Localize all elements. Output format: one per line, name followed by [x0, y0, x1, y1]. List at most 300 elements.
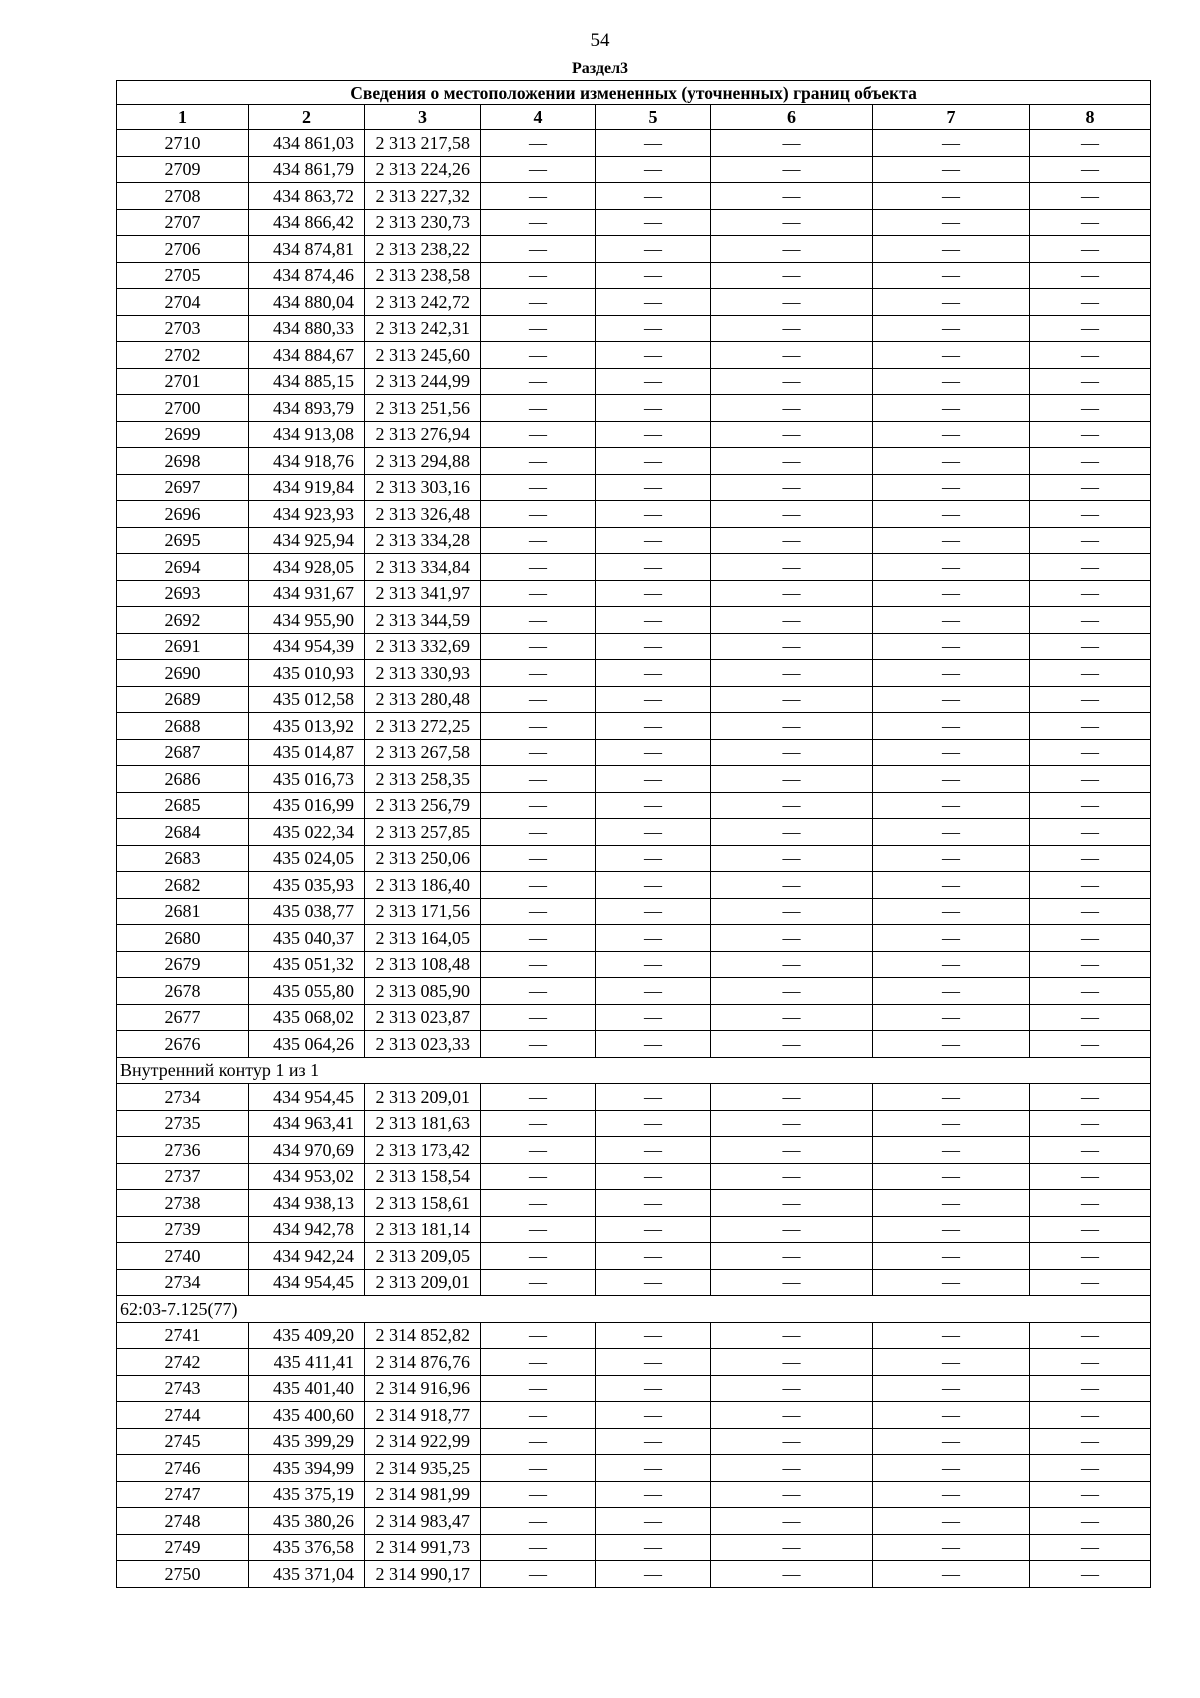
- point-number-cell: 2682: [117, 872, 249, 899]
- empty-value-cell: —: [596, 819, 711, 846]
- empty-value-cell: —: [481, 766, 596, 793]
- empty-value-cell: —: [873, 448, 1030, 475]
- x-coordinate-cell: 435 012,58: [249, 686, 365, 713]
- empty-value-cell: —: [873, 209, 1030, 236]
- y-coordinate-cell: 2 313 158,61: [365, 1190, 481, 1217]
- point-number-cell: 2692: [117, 607, 249, 634]
- empty-value-cell: —: [873, 739, 1030, 766]
- empty-value-cell: —: [711, 209, 873, 236]
- empty-value-cell: —: [711, 739, 873, 766]
- empty-value-cell: —: [1030, 1428, 1151, 1455]
- empty-value-cell: —: [711, 262, 873, 289]
- y-coordinate-cell: 2 313 330,93: [365, 660, 481, 687]
- empty-value-cell: —: [711, 607, 873, 634]
- empty-value-cell: —: [1030, 925, 1151, 952]
- y-coordinate-cell: 2 313 108,48: [365, 951, 481, 978]
- empty-value-cell: —: [1030, 872, 1151, 899]
- x-coordinate-cell: 434 931,67: [249, 580, 365, 607]
- x-coordinate-cell: 435 375,19: [249, 1481, 365, 1508]
- empty-value-cell: —: [711, 1031, 873, 1058]
- point-number-cell: 2706: [117, 236, 249, 263]
- empty-value-cell: —: [481, 1508, 596, 1535]
- x-coordinate-cell: 434 861,03: [249, 130, 365, 157]
- empty-value-cell: —: [1030, 633, 1151, 660]
- group-row: [117, 1057, 1151, 1084]
- column-header: 8: [1030, 105, 1151, 130]
- empty-value-cell: —: [711, 580, 873, 607]
- y-coordinate-cell: 2 313 256,79: [365, 792, 481, 819]
- empty-value-cell: —: [596, 1137, 711, 1164]
- table-header-row: [117, 105, 1151, 130]
- empty-value-cell: —: [1030, 1508, 1151, 1535]
- empty-value-cell: —: [711, 474, 873, 501]
- empty-value-cell: —: [873, 1375, 1030, 1402]
- empty-value-cell: —: [596, 1402, 711, 1429]
- group-row: [117, 1296, 1151, 1323]
- table-row: [117, 554, 1151, 581]
- table-row: [117, 342, 1151, 369]
- table-row: [117, 1137, 1151, 1164]
- point-number-cell: 2742: [117, 1349, 249, 1376]
- empty-value-cell: —: [873, 1084, 1030, 1111]
- point-number-cell: 2750: [117, 1561, 249, 1588]
- empty-value-cell: —: [596, 501, 711, 528]
- y-coordinate-cell: 2 313 257,85: [365, 819, 481, 846]
- y-coordinate-cell: 2 314 852,82: [365, 1322, 481, 1349]
- empty-value-cell: —: [873, 527, 1030, 554]
- x-coordinate-cell: 434 953,02: [249, 1163, 365, 1190]
- column-header: 3: [365, 105, 481, 130]
- empty-value-cell: —: [711, 1349, 873, 1376]
- empty-value-cell: —: [873, 1190, 1030, 1217]
- empty-value-cell: —: [1030, 1455, 1151, 1482]
- empty-value-cell: —: [711, 1110, 873, 1137]
- point-number-cell: 2736: [117, 1137, 249, 1164]
- x-coordinate-cell: 434 884,67: [249, 342, 365, 369]
- empty-value-cell: —: [873, 1322, 1030, 1349]
- empty-value-cell: —: [1030, 1375, 1151, 1402]
- x-coordinate-cell: 434 938,13: [249, 1190, 365, 1217]
- empty-value-cell: —: [711, 1508, 873, 1535]
- empty-value-cell: —: [873, 1269, 1030, 1296]
- empty-value-cell: —: [711, 1561, 873, 1588]
- empty-value-cell: —: [873, 1481, 1030, 1508]
- empty-value-cell: —: [1030, 845, 1151, 872]
- x-coordinate-cell: 435 409,20: [249, 1322, 365, 1349]
- x-coordinate-cell: 435 051,32: [249, 951, 365, 978]
- point-number-cell: 2704: [117, 289, 249, 316]
- table-row: [117, 1322, 1151, 1349]
- empty-value-cell: —: [1030, 819, 1151, 846]
- point-number-cell: 2747: [117, 1481, 249, 1508]
- table-row: [117, 1031, 1151, 1058]
- empty-value-cell: —: [596, 792, 711, 819]
- x-coordinate-cell: 435 055,80: [249, 978, 365, 1005]
- x-coordinate-cell: 434 925,94: [249, 527, 365, 554]
- empty-value-cell: —: [873, 289, 1030, 316]
- table-row: [117, 1243, 1151, 1270]
- empty-value-cell: —: [873, 368, 1030, 395]
- empty-value-cell: —: [596, 209, 711, 236]
- table-row: [117, 978, 1151, 1005]
- table-row: [117, 289, 1151, 316]
- empty-value-cell: —: [873, 1455, 1030, 1482]
- column-header: 4: [481, 105, 596, 130]
- point-number-cell: 2693: [117, 580, 249, 607]
- empty-value-cell: —: [596, 925, 711, 952]
- x-coordinate-cell: 435 376,58: [249, 1534, 365, 1561]
- empty-value-cell: —: [711, 527, 873, 554]
- y-coordinate-cell: 2 313 276,94: [365, 421, 481, 448]
- empty-value-cell: —: [711, 130, 873, 157]
- empty-value-cell: —: [481, 660, 596, 687]
- x-coordinate-cell: 435 022,34: [249, 819, 365, 846]
- empty-value-cell: —: [1030, 501, 1151, 528]
- empty-value-cell: —: [596, 448, 711, 475]
- empty-value-cell: —: [596, 1349, 711, 1376]
- empty-value-cell: —: [1030, 315, 1151, 342]
- empty-value-cell: —: [711, 368, 873, 395]
- x-coordinate-cell: 434 874,46: [249, 262, 365, 289]
- empty-value-cell: —: [596, 1375, 711, 1402]
- empty-value-cell: —: [1030, 395, 1151, 422]
- empty-value-cell: —: [481, 1481, 596, 1508]
- empty-value-cell: —: [481, 792, 596, 819]
- y-coordinate-cell: 2 313 245,60: [365, 342, 481, 369]
- empty-value-cell: —: [711, 342, 873, 369]
- point-number-cell: 2739: [117, 1216, 249, 1243]
- table-row: [117, 925, 1151, 952]
- empty-value-cell: —: [1030, 1163, 1151, 1190]
- empty-value-cell: —: [1030, 262, 1151, 289]
- x-coordinate-cell: 435 040,37: [249, 925, 365, 952]
- empty-value-cell: —: [873, 1349, 1030, 1376]
- empty-value-cell: —: [596, 978, 711, 1005]
- empty-value-cell: —: [711, 1322, 873, 1349]
- y-coordinate-cell: 2 313 334,28: [365, 527, 481, 554]
- empty-value-cell: —: [596, 1269, 711, 1296]
- y-coordinate-cell: 2 313 224,26: [365, 156, 481, 183]
- empty-value-cell: —: [1030, 421, 1151, 448]
- empty-value-cell: —: [711, 1004, 873, 1031]
- empty-value-cell: —: [596, 395, 711, 422]
- empty-value-cell: —: [1030, 1402, 1151, 1429]
- point-number-cell: 2676: [117, 1031, 249, 1058]
- point-number-cell: 2689: [117, 686, 249, 713]
- empty-value-cell: —: [596, 183, 711, 210]
- y-coordinate-cell: 2 313 294,88: [365, 448, 481, 475]
- empty-value-cell: —: [596, 1190, 711, 1217]
- y-coordinate-cell: 2 313 251,56: [365, 395, 481, 422]
- empty-value-cell: —: [481, 1561, 596, 1588]
- point-number-cell: 2695: [117, 527, 249, 554]
- empty-value-cell: —: [596, 845, 711, 872]
- empty-value-cell: —: [1030, 236, 1151, 263]
- empty-value-cell: —: [711, 554, 873, 581]
- empty-value-cell: —: [873, 342, 1030, 369]
- empty-value-cell: —: [1030, 209, 1151, 236]
- table-row: [117, 183, 1151, 210]
- empty-value-cell: —: [481, 845, 596, 872]
- empty-value-cell: —: [873, 395, 1030, 422]
- empty-value-cell: —: [873, 660, 1030, 687]
- empty-value-cell: —: [873, 1031, 1030, 1058]
- empty-value-cell: —: [481, 1534, 596, 1561]
- empty-value-cell: —: [596, 1084, 711, 1111]
- empty-value-cell: —: [596, 1322, 711, 1349]
- empty-value-cell: —: [1030, 1322, 1151, 1349]
- empty-value-cell: —: [873, 978, 1030, 1005]
- table-row: [117, 872, 1151, 899]
- point-number-cell: 2698: [117, 448, 249, 475]
- empty-value-cell: —: [711, 395, 873, 422]
- empty-value-cell: —: [481, 368, 596, 395]
- empty-value-cell: —: [596, 1216, 711, 1243]
- empty-value-cell: —: [1030, 1004, 1151, 1031]
- empty-value-cell: —: [1030, 978, 1151, 1005]
- empty-value-cell: —: [481, 1243, 596, 1270]
- x-coordinate-cell: 435 401,40: [249, 1375, 365, 1402]
- y-coordinate-cell: 2 314 981,99: [365, 1481, 481, 1508]
- x-coordinate-cell: 435 014,87: [249, 739, 365, 766]
- empty-value-cell: —: [481, 580, 596, 607]
- empty-value-cell: —: [596, 1163, 711, 1190]
- empty-value-cell: —: [711, 1375, 873, 1402]
- empty-value-cell: —: [711, 872, 873, 899]
- empty-value-cell: —: [481, 315, 596, 342]
- point-number-cell: 2745: [117, 1428, 249, 1455]
- empty-value-cell: —: [711, 1137, 873, 1164]
- y-coordinate-cell: 2 313 272,25: [365, 713, 481, 740]
- x-coordinate-cell: 435 016,99: [249, 792, 365, 819]
- y-coordinate-cell: 2 314 983,47: [365, 1508, 481, 1535]
- empty-value-cell: —: [481, 1402, 596, 1429]
- empty-value-cell: —: [873, 554, 1030, 581]
- empty-value-cell: —: [596, 898, 711, 925]
- table-row: [117, 1110, 1151, 1137]
- empty-value-cell: —: [711, 766, 873, 793]
- table-row: [117, 686, 1151, 713]
- table-row: [117, 448, 1151, 475]
- empty-value-cell: —: [1030, 1084, 1151, 1111]
- empty-value-cell: —: [481, 1004, 596, 1031]
- table-row: [117, 1481, 1151, 1508]
- empty-value-cell: —: [711, 1481, 873, 1508]
- y-coordinate-cell: 2 313 209,01: [365, 1269, 481, 1296]
- table-row: [117, 819, 1151, 846]
- empty-value-cell: —: [873, 1004, 1030, 1031]
- point-number-cell: 2684: [117, 819, 249, 846]
- point-number-cell: 2677: [117, 1004, 249, 1031]
- empty-value-cell: —: [1030, 289, 1151, 316]
- y-coordinate-cell: 2 313 238,58: [365, 262, 481, 289]
- empty-value-cell: —: [596, 1508, 711, 1535]
- point-number-cell: 2683: [117, 845, 249, 872]
- x-coordinate-cell: 435 038,77: [249, 898, 365, 925]
- table-row: [117, 421, 1151, 448]
- empty-value-cell: —: [481, 262, 596, 289]
- y-coordinate-cell: 2 313 267,58: [365, 739, 481, 766]
- empty-value-cell: —: [1030, 1534, 1151, 1561]
- table-caption-row: [117, 81, 1151, 105]
- x-coordinate-cell: 435 068,02: [249, 1004, 365, 1031]
- column-header: 5: [596, 105, 711, 130]
- y-coordinate-cell: 2 314 876,76: [365, 1349, 481, 1376]
- point-number-cell: 2749: [117, 1534, 249, 1561]
- x-coordinate-cell: 435 035,93: [249, 872, 365, 899]
- empty-value-cell: —: [481, 130, 596, 157]
- empty-value-cell: —: [481, 156, 596, 183]
- y-coordinate-cell: 2 313 173,42: [365, 1137, 481, 1164]
- empty-value-cell: —: [596, 1534, 711, 1561]
- empty-value-cell: —: [711, 1455, 873, 1482]
- x-coordinate-cell: 434 955,90: [249, 607, 365, 634]
- empty-value-cell: —: [596, 1481, 711, 1508]
- table-row: [117, 501, 1151, 528]
- empty-value-cell: —: [481, 978, 596, 1005]
- y-coordinate-cell: 2 313 341,97: [365, 580, 481, 607]
- empty-value-cell: —: [711, 1190, 873, 1217]
- empty-value-cell: —: [596, 156, 711, 183]
- empty-value-cell: —: [1030, 792, 1151, 819]
- empty-value-cell: —: [1030, 1349, 1151, 1376]
- empty-value-cell: —: [873, 1216, 1030, 1243]
- empty-value-cell: —: [481, 633, 596, 660]
- point-number-cell: 2707: [117, 209, 249, 236]
- empty-value-cell: —: [1030, 448, 1151, 475]
- point-number-cell: 2705: [117, 262, 249, 289]
- empty-value-cell: —: [711, 1534, 873, 1561]
- empty-value-cell: —: [481, 448, 596, 475]
- empty-value-cell: —: [1030, 1243, 1151, 1270]
- empty-value-cell: —: [711, 686, 873, 713]
- empty-value-cell: —: [1030, 580, 1151, 607]
- empty-value-cell: —: [711, 1084, 873, 1111]
- table-row: [117, 1534, 1151, 1561]
- empty-value-cell: —: [481, 1110, 596, 1137]
- table-row: [117, 1216, 1151, 1243]
- empty-value-cell: —: [481, 554, 596, 581]
- table-row: [117, 1349, 1151, 1376]
- empty-value-cell: —: [596, 660, 711, 687]
- y-coordinate-cell: 2 313 230,73: [365, 209, 481, 236]
- empty-value-cell: —: [711, 633, 873, 660]
- y-coordinate-cell: 2 313 023,87: [365, 1004, 481, 1031]
- empty-value-cell: —: [873, 1561, 1030, 1588]
- table-row: [117, 1190, 1151, 1217]
- table-row: [117, 1402, 1151, 1429]
- point-number-cell: 2703: [117, 315, 249, 342]
- empty-value-cell: —: [1030, 1216, 1151, 1243]
- empty-value-cell: —: [873, 1402, 1030, 1429]
- point-number-cell: 2700: [117, 395, 249, 422]
- empty-value-cell: —: [1030, 1031, 1151, 1058]
- empty-value-cell: —: [1030, 1269, 1151, 1296]
- column-header: 1: [117, 105, 249, 130]
- x-coordinate-cell: 434 913,08: [249, 421, 365, 448]
- empty-value-cell: —: [1030, 951, 1151, 978]
- point-number-cell: 2688: [117, 713, 249, 740]
- empty-value-cell: —: [1030, 368, 1151, 395]
- empty-value-cell: —: [596, 236, 711, 263]
- empty-value-cell: —: [711, 1243, 873, 1270]
- empty-value-cell: —: [711, 898, 873, 925]
- x-coordinate-cell: 435 380,26: [249, 1508, 365, 1535]
- point-number-cell: 2709: [117, 156, 249, 183]
- x-coordinate-cell: 434 893,79: [249, 395, 365, 422]
- empty-value-cell: —: [596, 421, 711, 448]
- empty-value-cell: —: [596, 368, 711, 395]
- empty-value-cell: —: [596, 1110, 711, 1137]
- empty-value-cell: —: [481, 501, 596, 528]
- x-coordinate-cell: 434 885,15: [249, 368, 365, 395]
- empty-value-cell: —: [873, 1137, 1030, 1164]
- point-number-cell: 2734: [117, 1084, 249, 1111]
- group-label: Внутренний контур 1 из 1: [117, 1057, 1151, 1084]
- x-coordinate-cell: 435 016,73: [249, 766, 365, 793]
- x-coordinate-cell: 435 371,04: [249, 1561, 365, 1588]
- empty-value-cell: —: [711, 315, 873, 342]
- group-label: 62:03-7.125(77): [117, 1296, 1151, 1323]
- empty-value-cell: —: [481, 209, 596, 236]
- empty-value-cell: —: [711, 448, 873, 475]
- point-number-cell: 2743: [117, 1375, 249, 1402]
- empty-value-cell: —: [481, 686, 596, 713]
- table-row: [117, 236, 1151, 263]
- table-row: [117, 1269, 1151, 1296]
- table-row: [117, 156, 1151, 183]
- empty-value-cell: —: [481, 898, 596, 925]
- empty-value-cell: —: [873, 925, 1030, 952]
- empty-value-cell: —: [481, 1428, 596, 1455]
- empty-value-cell: —: [596, 1561, 711, 1588]
- empty-value-cell: —: [481, 925, 596, 952]
- empty-value-cell: —: [711, 183, 873, 210]
- empty-value-cell: —: [481, 1322, 596, 1349]
- table-row: [117, 713, 1151, 740]
- empty-value-cell: —: [711, 925, 873, 952]
- y-coordinate-cell: 2 313 242,31: [365, 315, 481, 342]
- empty-value-cell: —: [711, 845, 873, 872]
- table-row: [117, 209, 1151, 236]
- point-number-cell: 2735: [117, 1110, 249, 1137]
- empty-value-cell: —: [481, 1137, 596, 1164]
- empty-value-cell: —: [481, 872, 596, 899]
- empty-value-cell: —: [1030, 527, 1151, 554]
- x-coordinate-cell: 434 919,84: [249, 474, 365, 501]
- point-number-cell: 2680: [117, 925, 249, 952]
- empty-value-cell: —: [1030, 342, 1151, 369]
- empty-value-cell: —: [596, 1428, 711, 1455]
- table-row: [117, 1084, 1151, 1111]
- empty-value-cell: —: [711, 951, 873, 978]
- empty-value-cell: —: [1030, 686, 1151, 713]
- empty-value-cell: —: [873, 236, 1030, 263]
- empty-value-cell: —: [481, 342, 596, 369]
- empty-value-cell: —: [596, 342, 711, 369]
- x-coordinate-cell: 434 861,79: [249, 156, 365, 183]
- table-row: [117, 766, 1151, 793]
- empty-value-cell: —: [481, 1375, 596, 1402]
- empty-value-cell: —: [481, 1163, 596, 1190]
- empty-value-cell: —: [481, 1190, 596, 1217]
- point-number-cell: 2685: [117, 792, 249, 819]
- empty-value-cell: —: [596, 474, 711, 501]
- table-row: [117, 262, 1151, 289]
- point-number-cell: 2740: [117, 1243, 249, 1270]
- empty-value-cell: —: [1030, 713, 1151, 740]
- point-number-cell: 2710: [117, 130, 249, 157]
